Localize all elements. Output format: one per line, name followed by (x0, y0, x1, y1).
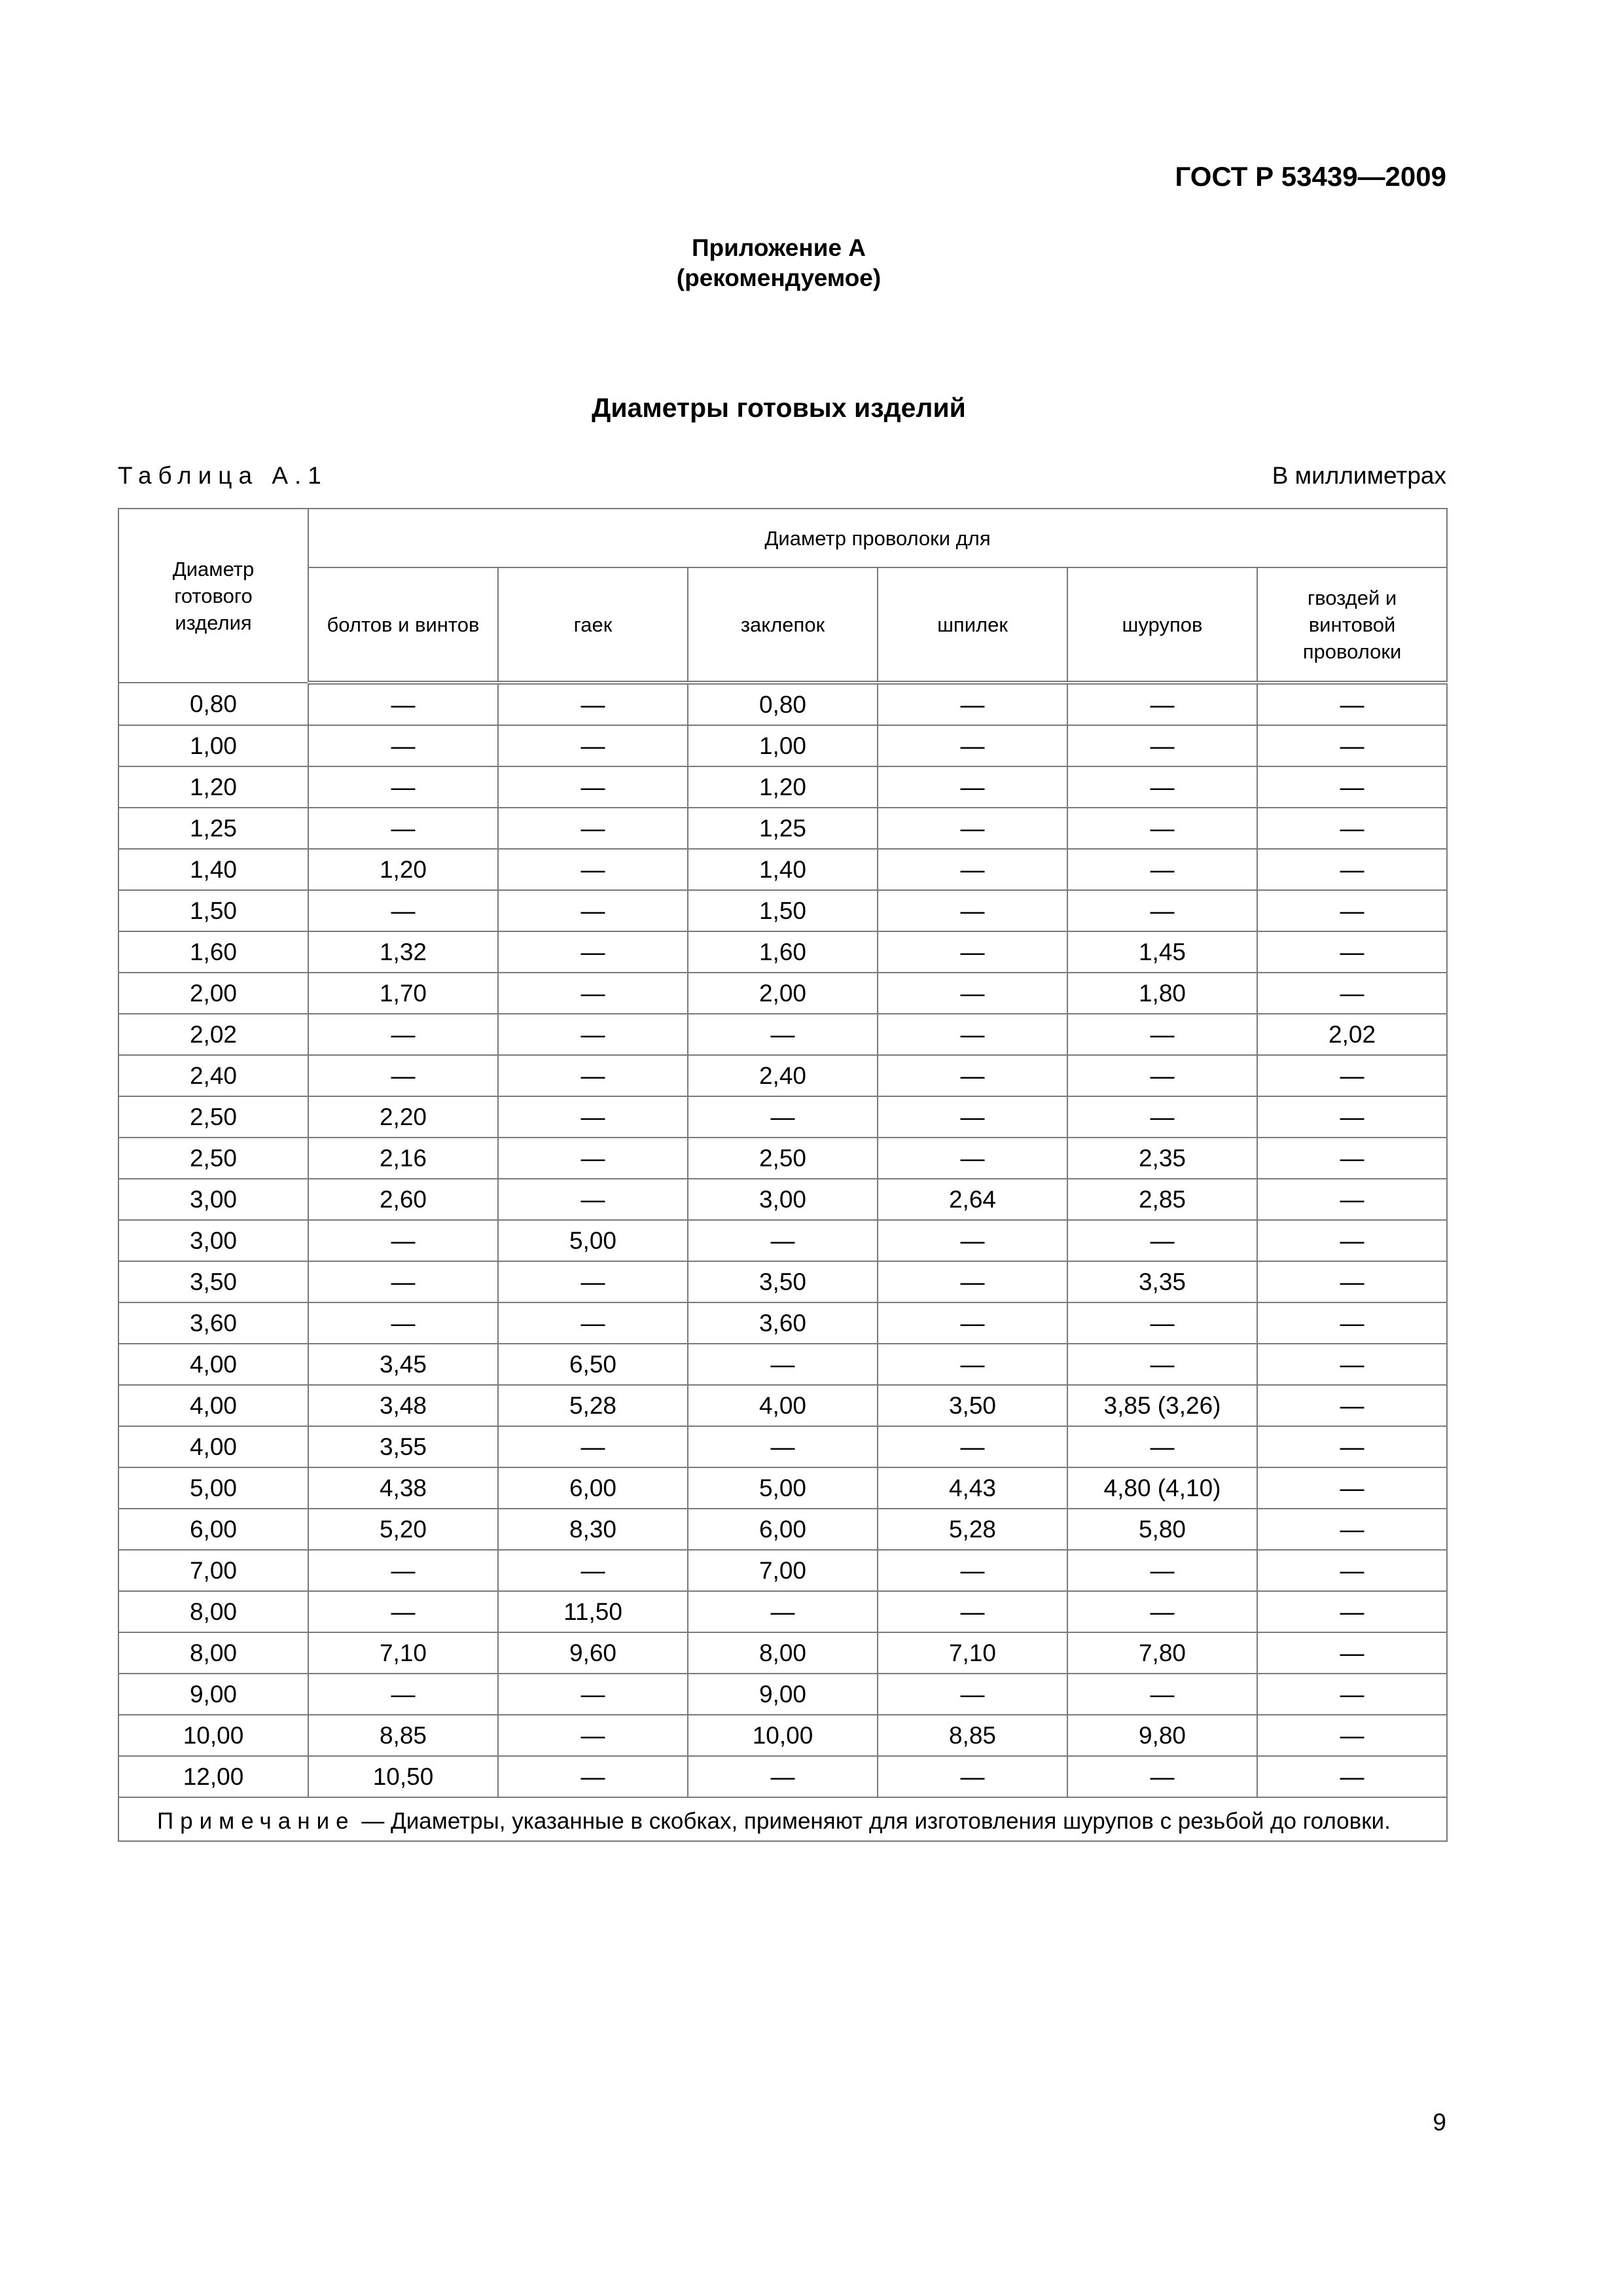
table-row (118, 725, 1447, 766)
table-row (118, 1138, 1447, 1179)
wire-diameter-cell: 2,02 (1257, 1014, 1447, 1055)
wire-diameter-cell: — (1257, 849, 1447, 890)
wire-diameter-cell: 1,80 (1067, 973, 1257, 1014)
wire-diameter-cell: — (878, 849, 1067, 890)
wire-diameter-cell: — (308, 1674, 498, 1715)
header-nails-screw-wire: гвоздей и винтовой проволоки (1257, 567, 1447, 683)
wire-diameter-cell: — (308, 808, 498, 849)
wire-diameter-cell: — (1067, 766, 1257, 808)
finished-diameter-cell: 2,50 (118, 1096, 308, 1138)
wire-diameter-cell: — (498, 1179, 688, 1220)
wire-diameter-cell: — (878, 1426, 1067, 1467)
wire-diameter-cell: 5,00 (498, 1220, 688, 1261)
wire-diameter-cell: — (1257, 683, 1447, 725)
wire-diameter-cell: 2,64 (878, 1179, 1067, 1220)
table-row (118, 931, 1447, 973)
section-title: Диаметры готовых изделий (592, 393, 966, 423)
finished-diameter-cell: 3,00 (118, 1220, 308, 1261)
wire-diameter-cell: — (1257, 766, 1447, 808)
wire-diameter-cell: — (498, 1055, 688, 1096)
table-row (118, 1220, 1447, 1261)
table-row (118, 1179, 1447, 1220)
wire-diameter-cell: — (1257, 1055, 1447, 1096)
table-row (118, 1591, 1447, 1632)
wire-diameter-cell: — (1257, 725, 1447, 766)
wire-diameter-cell: — (498, 1096, 688, 1138)
wire-diameter-cell: — (688, 1014, 878, 1055)
wire-diameter-cell: — (1067, 890, 1257, 931)
wire-diameter-cell: — (1067, 1674, 1257, 1715)
wire-diameter-cell: — (688, 1591, 878, 1632)
finished-diameter-cell: 5,00 (118, 1467, 308, 1509)
wire-diameter-cell: — (498, 1302, 688, 1344)
wire-diameter-cell: — (308, 1261, 498, 1302)
wire-diameter-cell: 5,20 (308, 1509, 498, 1550)
wire-diameter-cell: — (498, 1014, 688, 1055)
header-rivets: заклепок (688, 567, 878, 683)
wire-diameter-cell: 8,30 (498, 1509, 688, 1550)
wire-diameter-cell: 2,20 (308, 1096, 498, 1138)
wire-diameter-cell: — (878, 1302, 1067, 1344)
wire-diameter-cell: — (1257, 1344, 1447, 1385)
finished-diameter-cell: 4,00 (118, 1385, 308, 1426)
wire-diameter-cell: — (1067, 683, 1257, 725)
wire-diameter-cell: — (1067, 725, 1257, 766)
table-row (118, 1674, 1447, 1715)
wire-diameter-cell: — (498, 683, 688, 725)
wire-diameter-cell: 3,85 (3,26) (1067, 1385, 1257, 1426)
wire-diameter-cell: — (1257, 1302, 1447, 1344)
table-row (118, 849, 1447, 890)
wire-diameter-cell: — (878, 766, 1067, 808)
wire-diameter-cell: — (688, 1344, 878, 1385)
wire-diameter-cell: 5,28 (878, 1509, 1067, 1550)
wire-diameter-cell: 1,45 (1067, 931, 1257, 973)
table-row (118, 1344, 1447, 1385)
wire-diameter-cell: 2,16 (308, 1138, 498, 1179)
wire-diameter-cell: — (1257, 973, 1447, 1014)
finished-diameter-cell: 2,02 (118, 1014, 308, 1055)
wire-diameter-cell: — (1257, 1632, 1447, 1674)
finished-diameter-cell: 2,50 (118, 1138, 308, 1179)
wire-diameter-cell: 3,48 (308, 1385, 498, 1426)
wire-diameter-cell: — (1067, 1591, 1257, 1632)
wire-diameter-cell: — (1067, 849, 1257, 890)
wire-diameter-cell: — (498, 890, 688, 931)
wire-diameter-cell: 4,80 (4,10) (1067, 1467, 1257, 1509)
wire-diameter-cell: — (878, 1261, 1067, 1302)
wire-diameter-cell: — (688, 1756, 878, 1797)
wire-diameter-cell: — (1257, 1591, 1447, 1632)
wire-diameter-cell: — (498, 766, 688, 808)
wire-diameter-cell: — (1067, 1756, 1257, 1797)
finished-diameter-cell: 12,00 (118, 1756, 308, 1797)
wire-diameter-cell: — (308, 1302, 498, 1344)
finished-diameter-cell: 4,00 (118, 1344, 308, 1385)
wire-diameter-cell: 6,50 (498, 1344, 688, 1385)
finished-diameter-cell: 10,00 (118, 1715, 308, 1756)
wire-diameter-cell: — (878, 1674, 1067, 1715)
table-label: Таблица А.1 (118, 462, 328, 489)
table-row (118, 890, 1447, 931)
wire-diameter-cell: 7,00 (688, 1550, 878, 1591)
appendix-title: Приложение А (691, 234, 866, 261)
wire-diameter-cell: — (308, 683, 498, 725)
wire-diameter-cell: — (878, 1055, 1067, 1096)
wire-diameter-cell: 3,60 (688, 1302, 878, 1344)
finished-diameter-cell: 7,00 (118, 1550, 308, 1591)
wire-diameter-cell: — (308, 1055, 498, 1096)
wire-diameter-cell: 8,85 (308, 1715, 498, 1756)
wire-diameter-cell: 2,40 (688, 1055, 878, 1096)
wire-diameter-cell: 2,85 (1067, 1179, 1257, 1220)
document-code: ГОСТ Р 53439—2009 (1175, 161, 1446, 192)
table-row (118, 1509, 1447, 1550)
finished-diameter-cell: 8,00 (118, 1632, 308, 1674)
wire-diameter-cell: — (308, 1220, 498, 1261)
wire-diameter-cell: 6,00 (688, 1509, 878, 1550)
wire-diameter-cell: 5,00 (688, 1467, 878, 1509)
header-studs: шпилек (878, 567, 1067, 683)
wire-diameter-cell: — (498, 725, 688, 766)
header-finished-diameter-label: Диаметр готового изделия (172, 557, 255, 634)
wire-diameter-cell: — (1257, 1220, 1447, 1261)
wire-diameter-cell: — (308, 890, 498, 931)
wire-diameter-cell: — (1257, 931, 1447, 973)
wire-diameter-cell: — (1067, 1014, 1257, 1055)
wire-diameter-cell: 1,70 (308, 973, 498, 1014)
wire-diameter-cell: 5,80 (1067, 1509, 1257, 1550)
wire-diameter-cell: 4,38 (308, 1467, 498, 1509)
wire-diameter-cell: — (308, 1550, 498, 1591)
finished-diameter-cell: 2,40 (118, 1055, 308, 1096)
wire-diameter-cell: — (1257, 1261, 1447, 1302)
note-row (118, 1797, 1447, 1841)
wire-diameter-cell: — (1257, 808, 1447, 849)
table-row (118, 1302, 1447, 1344)
wire-diameter-cell: 3,00 (688, 1179, 878, 1220)
wire-diameter-cell: — (498, 1138, 688, 1179)
page-number: 9 (1433, 2109, 1446, 2136)
wire-diameter-cell: 2,00 (688, 973, 878, 1014)
wire-diameter-cell: — (878, 973, 1067, 1014)
wire-diameter-cell: — (1257, 1550, 1447, 1591)
wire-diameter-cell: — (498, 1261, 688, 1302)
appendix-subtitle: (рекомендуемое) (676, 264, 882, 291)
wire-diameter-cell: — (1067, 1302, 1257, 1344)
wire-diameter-cell: — (1067, 1426, 1257, 1467)
wire-diameter-cell: 1,50 (688, 890, 878, 931)
finished-diameter-cell: 1,25 (118, 808, 308, 849)
finished-diameter-cell: 4,00 (118, 1426, 308, 1467)
table-note (118, 1797, 1447, 1841)
wire-diameter-cell: — (1257, 1179, 1447, 1220)
table-row (118, 1426, 1447, 1467)
wire-diameter-cell: — (498, 808, 688, 849)
wire-diameter-cell: 7,10 (308, 1632, 498, 1674)
wire-diameter-cell: 9,00 (688, 1674, 878, 1715)
wire-diameter-cell: 2,35 (1067, 1138, 1257, 1179)
table-row (118, 1055, 1447, 1096)
wire-diameter-cell: 9,60 (498, 1632, 688, 1674)
wire-diameter-cell: — (878, 1138, 1067, 1179)
table-row (118, 1632, 1447, 1674)
table-row (118, 1385, 1447, 1426)
wire-diameter-cell: 1,20 (688, 766, 878, 808)
wire-diameter-cell: — (498, 1715, 688, 1756)
table-row (118, 766, 1447, 808)
wire-diameter-cell: — (1257, 1467, 1447, 1509)
wire-diameter-cell: 9,80 (1067, 1715, 1257, 1756)
finished-diameter-cell: 1,60 (118, 931, 308, 973)
finished-diameter-cell: 0,80 (118, 683, 308, 725)
finished-diameter-cell: 3,50 (118, 1261, 308, 1302)
wire-diameter-cell: — (878, 1591, 1067, 1632)
wire-diameter-cell: — (498, 973, 688, 1014)
wire-diameter-cell: — (498, 1426, 688, 1467)
wire-diameter-cell: 1,32 (308, 931, 498, 973)
finished-diameter-cell: 1,50 (118, 890, 308, 931)
wire-diameter-cell: — (878, 1550, 1067, 1591)
wire-diameter-cell: — (308, 725, 498, 766)
wire-diameter-cell: 3,50 (688, 1261, 878, 1302)
wire-diameter-cell: 10,00 (688, 1715, 878, 1756)
header-wire-diameter-group: Диаметр проволоки для (308, 509, 1447, 567)
wire-diameter-cell: 10,50 (308, 1756, 498, 1797)
wire-diameter-cell: — (1067, 808, 1257, 849)
wire-diameter-cell: — (878, 931, 1067, 973)
wire-diameter-cell: — (1067, 1055, 1257, 1096)
wire-diameter-cell: — (498, 1756, 688, 1797)
wire-diameter-cell: — (1067, 1550, 1257, 1591)
finished-diameter-cell: 6,00 (118, 1509, 308, 1550)
table-row (118, 1550, 1447, 1591)
wire-diameter-cell: — (1257, 1674, 1447, 1715)
finished-diameter-cell: 8,00 (118, 1591, 308, 1632)
wire-diameter-cell: — (1257, 1509, 1447, 1550)
wire-diameter-cell: — (688, 1220, 878, 1261)
finished-diameter-cell: 2,00 (118, 973, 308, 1014)
wire-diameter-cell: 11,50 (498, 1591, 688, 1632)
wire-diameter-cell: — (1257, 1385, 1447, 1426)
wire-diameter-cell: 1,00 (688, 725, 878, 766)
wire-diameter-cell: 3,35 (1067, 1261, 1257, 1302)
table-row (118, 808, 1447, 849)
wire-diameter-cell: 1,25 (688, 808, 878, 849)
wire-diameter-cell: 4,43 (878, 1467, 1067, 1509)
note-lead: Примечание (157, 1808, 355, 1834)
wire-diameter-cell: — (1257, 1096, 1447, 1138)
wire-diameter-cell: — (1257, 1756, 1447, 1797)
finished-diameter-cell: 3,00 (118, 1179, 308, 1220)
wire-diameter-cell: 7,80 (1067, 1632, 1257, 1674)
table-row (118, 1261, 1447, 1302)
wire-diameter-cell: — (1067, 1220, 1257, 1261)
wire-diameter-cell: — (1257, 1715, 1447, 1756)
wire-diameter-cell: 3,55 (308, 1426, 498, 1467)
finished-diameter-cell: 3,60 (118, 1302, 308, 1344)
wire-diameter-cell: 2,50 (688, 1138, 878, 1179)
wire-diameter-cell: — (688, 1096, 878, 1138)
finished-diameter-cell: 9,00 (118, 1674, 308, 1715)
wire-diameter-cell: 7,10 (878, 1632, 1067, 1674)
wire-diameter-cell: — (1257, 890, 1447, 931)
wire-diameter-cell: — (878, 808, 1067, 849)
wire-diameter-cell: 3,50 (878, 1385, 1067, 1426)
wire-diameter-cell: 2,60 (308, 1179, 498, 1220)
header-wood-screws: шурупов (1067, 567, 1257, 683)
wire-diameter-cell: — (878, 1344, 1067, 1385)
wire-diameter-cell: — (308, 1014, 498, 1055)
wire-diameter-cell: 1,60 (688, 931, 878, 973)
wire-diameter-cell: — (878, 890, 1067, 931)
wire-diameter-cell: — (878, 683, 1067, 725)
diameters-table (118, 508, 1448, 1842)
wire-diameter-cell: — (498, 931, 688, 973)
wire-diameter-cell: 5,28 (498, 1385, 688, 1426)
table-row (118, 973, 1447, 1014)
table-row (118, 1715, 1447, 1756)
wire-diameter-cell: — (878, 1756, 1067, 1797)
finished-diameter-cell: 1,40 (118, 849, 308, 890)
wire-diameter-cell: 4,00 (688, 1385, 878, 1426)
wire-diameter-cell: — (878, 725, 1067, 766)
table-row (118, 1756, 1447, 1797)
wire-diameter-cell: — (498, 1550, 688, 1591)
table-units: В миллиметрах (1272, 462, 1446, 489)
finished-diameter-cell: 1,00 (118, 725, 308, 766)
header-nuts: гаек (498, 567, 688, 683)
finished-diameter-cell: 1,20 (118, 766, 308, 808)
wire-diameter-cell: — (878, 1096, 1067, 1138)
note-text: — Диаметры, указанные в скобках, применяют для изготовления шурупов с резьбой до головки. (355, 1808, 1391, 1834)
wire-diameter-cell: — (1257, 1138, 1447, 1179)
wire-diameter-cell: 8,00 (688, 1632, 878, 1674)
wire-diameter-cell: — (1067, 1344, 1257, 1385)
wire-diameter-cell: — (1257, 1426, 1447, 1467)
wire-diameter-cell: 8,85 (878, 1715, 1067, 1756)
wire-diameter-cell: 1,20 (308, 849, 498, 890)
wire-diameter-cell: — (1067, 1096, 1257, 1138)
wire-diameter-cell: — (498, 849, 688, 890)
wire-diameter-cell: — (308, 766, 498, 808)
header-bolts-screws: болтов и винтов (308, 567, 498, 683)
wire-diameter-cell: — (878, 1220, 1067, 1261)
table-row (118, 1096, 1447, 1138)
wire-diameter-cell: 0,80 (688, 683, 878, 725)
wire-diameter-cell: 6,00 (498, 1467, 688, 1509)
table-row (118, 1014, 1447, 1055)
wire-diameter-cell: — (308, 1591, 498, 1632)
table-row (118, 1467, 1447, 1509)
wire-diameter-cell: — (498, 1674, 688, 1715)
wire-diameter-cell: 3,45 (308, 1344, 498, 1385)
header-finished-diameter (118, 509, 308, 683)
wire-diameter-cell: — (878, 1014, 1067, 1055)
wire-diameter-cell: 1,40 (688, 849, 878, 890)
wire-diameter-cell: — (688, 1426, 878, 1467)
table-row (118, 683, 1447, 725)
